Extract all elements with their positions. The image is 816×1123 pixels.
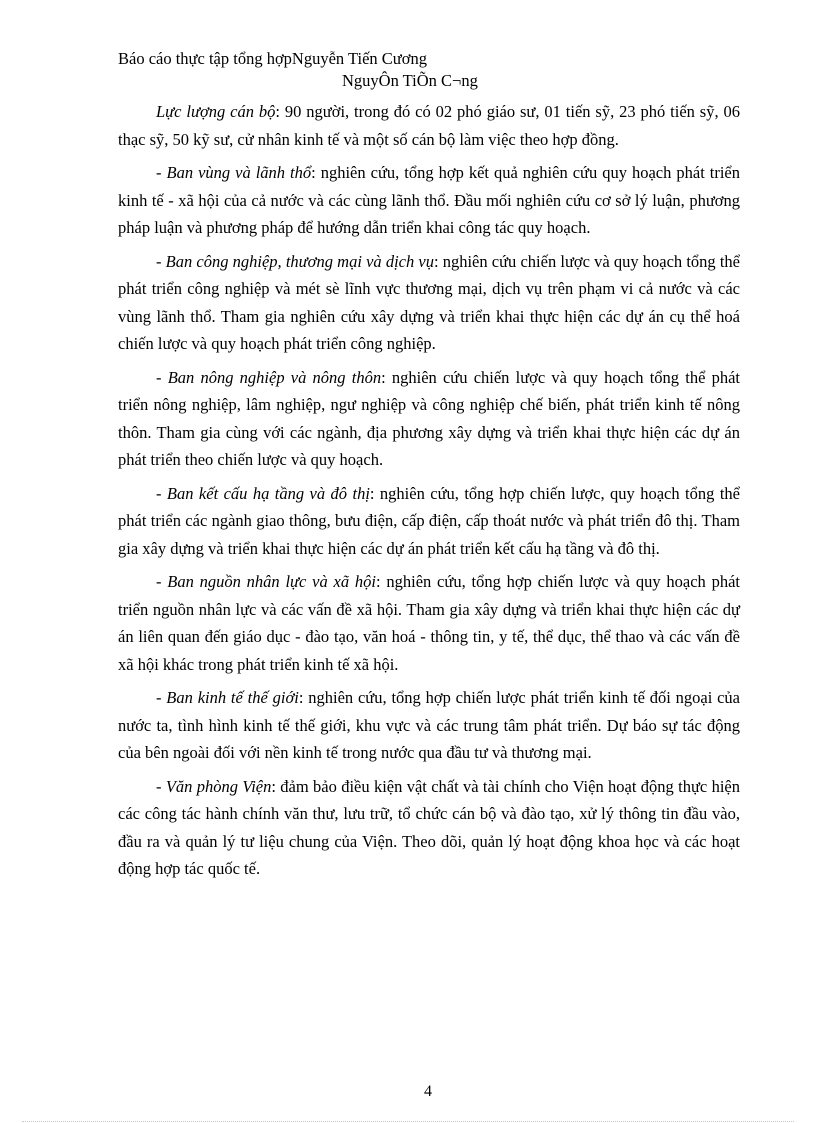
paragraph-text: : đảm bảo điều kiện vật chất và tài chính cho Viện hoạt động thực hiện các công tác hành chính văn thư, lưu trữ, tổ chức cán bộ và đào tạo, xử lý thông tin đầu vào, đầu ra và quản lý tư liệu chung của Viện. Theo dõi, quản lý hoạt động khoa học và các hoạt động hợp tác quốc tế. xyxy=(118,776,740,878)
paragraph-term: Lực lượng cán bộ xyxy=(156,102,276,121)
paragraph-term: - Ban kinh tế thế giới xyxy=(156,688,299,707)
paragraph xyxy=(118,480,740,563)
paragraph xyxy=(118,684,740,767)
paragraph-term: - Ban nông nghiệp và nông thôn xyxy=(156,367,382,387)
header-line-2: NguyÔn TiÕn C¬ng xyxy=(342,71,478,90)
paragraph-text: : nghiên cứu, tổng hợp chiến lược phát triển kinh tế đối ngoại của nước ta, tình hình kinh tế thế giới, khu vực và các trung tâm phát triển. Dự báo sự tác động của bên ngoài đối với nền kinh tế trong nước qua đầu tư và thương mại. xyxy=(118,688,740,762)
paragraph-term: - Ban vùng và lãnh thổ xyxy=(156,163,312,182)
paragraph-term: - Ban nguồn nhân lực và xã hội xyxy=(156,572,376,591)
paragraph-text: : nghiên cứu, tổng hợp kết quả nghiên cứu quy hoạch phát triển kinh tế - xã hội của cả nước và các cùng lãnh thổ. Đầu mối nghiên cứu cơ sở lý luận, phương pháp luận và phương pháp để hướng dẫn triển khai công tác quy hoạch. xyxy=(118,163,741,237)
document-body xyxy=(118,98,740,889)
paragraph-term: - Ban kết cấu hạ tầng và đô thị xyxy=(156,483,370,503)
paragraph xyxy=(118,98,740,153)
paragraph xyxy=(118,568,740,678)
page-bottom-divider xyxy=(22,1121,794,1122)
paragraph xyxy=(118,773,740,883)
paragraph xyxy=(118,159,740,242)
paragraph-text: : nghiên cứu, tổng hợp chiến lược và quy hoạch phát triển nguồn nhân lực và các vấn đề xã hội. Tham gia xây dựng và triển khai thực hiện các dự án liên quan đến giáo dục - đào tạo, văn hoá - thông tin, y tế, thể dục, thể thao và các vấn đề xã hội khác trong phát triển kinh tế xã hội. xyxy=(118,572,740,674)
paragraph xyxy=(118,248,740,358)
paragraph-text: : nghiên cứu chiến lược và quy hoạch tổng thể phát triển nông nghiệp, lâm nghiệp, ngư nghiệp và công nghiệp chế biến, phát triển kinh tế nông thôn. Tham gia cùng với các ngành, địa phương xây dựng và triển khai thực hiện các dự án phát triển theo chiến lược và quy hoạch. xyxy=(118,367,741,469)
paragraph xyxy=(118,364,740,474)
paragraph-term: - Ban công nghiệp, thương mại và dịch vụ xyxy=(156,251,434,271)
header-line-1: Báo cáo thực tập tổng hợpNguyễn Tiến Cương xyxy=(118,49,427,68)
page-number: 4 xyxy=(424,1083,432,1100)
paragraph-term: - Văn phòng Viện xyxy=(156,776,272,796)
paragraph-text: : nghiên cứu, tổng hợp chiến lược, quy hoạch tổng thể phát triển các ngành giao thông, bưu điện, cấp điện, cấp thoát nước và phát triển đô thị. Tham gia xây dựng và triển khai thực hiện các dự án phát triển kết cấu hạ tầng và đô thị. xyxy=(118,483,740,558)
paragraph-text: : nghiên cứu chiến lược và quy hoạch tổng thể phát triển công nghiệp và mét sè lĩnh vực thương mại, dịch vụ trên phạm vi cả nước và các vùng lãnh thổ. Tham gia nghiên cứu xây dựng và triển khai thực hiện các dự án cụ thể hoá chiến lược và quy hoạch phát triển công nghiệp. xyxy=(118,251,741,353)
running-header xyxy=(118,48,718,92)
paragraph-text: : 90 người, trong đó có 02 phó giáo sư, 01 tiến sỹ, 23 phó tiến sỹ, 06 thạc sỹ, 50 kỹ sư, cử nhân kinh tế và một số cán bộ làm việc theo hợp đồng. xyxy=(118,102,740,149)
